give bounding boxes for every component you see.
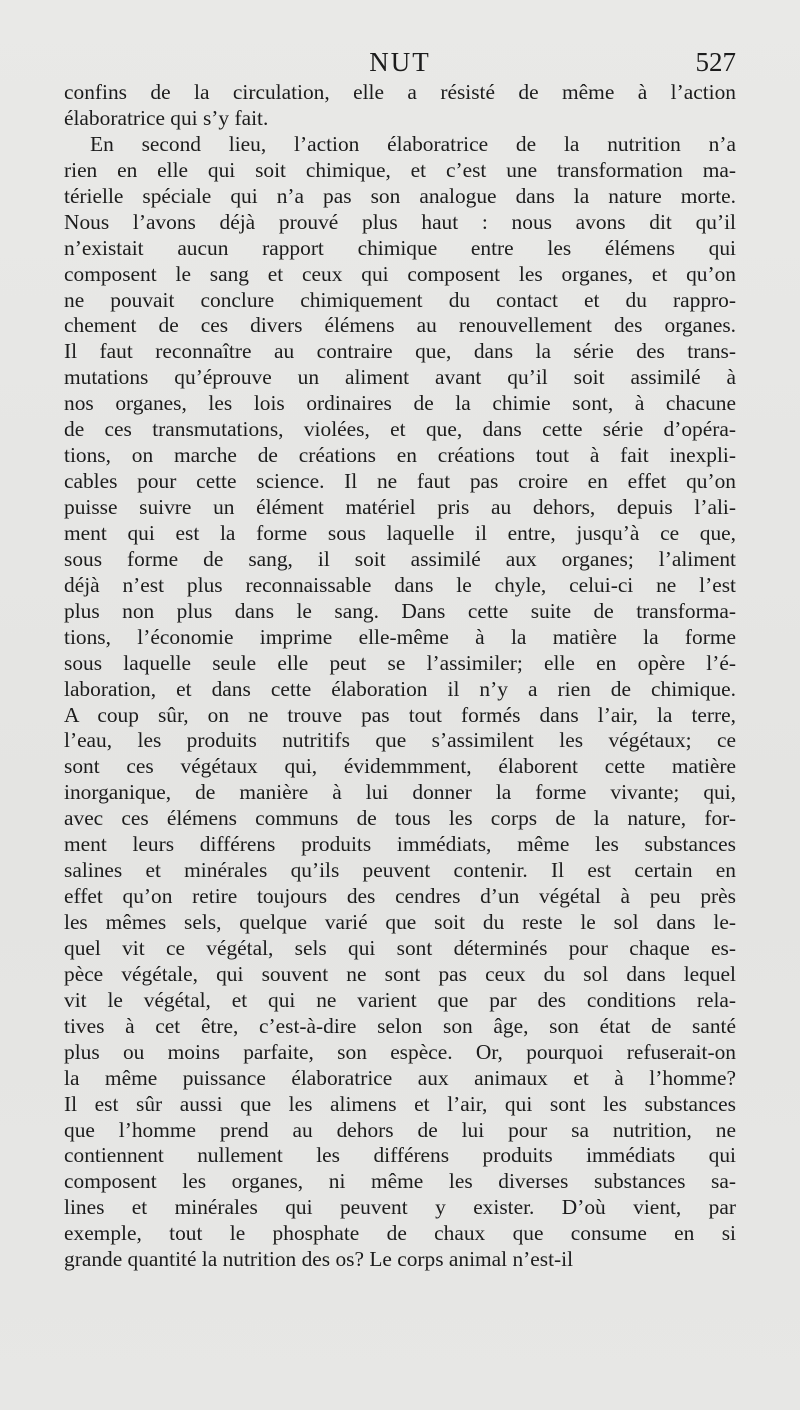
text-line: En second lieu, l’action élaboratrice de la nutrition n’a <box>90 131 736 156</box>
text-line: sous forme de sang, il soit assimilé aux organes; l’aliment <box>64 546 736 571</box>
text-line: laboration, et dans cette élaboration il n’y a rien de chimique. <box>64 676 736 701</box>
text-line: composent le sang et ceux qui composent les organes, et qu’on <box>64 261 736 286</box>
text-line: salines et minérales qu’ils peuvent contenir. Il est certain en <box>64 858 736 883</box>
text-line: grande quantité la nutrition des os? Le corps animal n’est-il <box>64 1247 574 1272</box>
text-line: de ces transmutations, violées, et que, dans cette série d’opéra- <box>64 417 736 442</box>
text-line: tives à cet être, c’est-à-dire selon son âge, son état de santé <box>64 1013 736 1038</box>
text-line: mutations qu’éprouve un aliment avant qu’il soit assimilé à <box>64 365 736 390</box>
text-line: puisse suivre un élément matériel pris au dehors, depuis l’ali- <box>64 495 736 519</box>
text-line: contiennent nullement les différens produits immédiats qui <box>64 1143 736 1168</box>
text-line: cables pour cette science. Il ne faut pas croire en effet qu’on <box>64 469 736 494</box>
text-line: élaboratrice qui s’y fait. <box>64 105 269 130</box>
text-line: lines et minérales qui peuvent y exister. D’où vient, par <box>64 1195 736 1220</box>
text-line: térielle spéciale qui n’a pas son analogue dans la nature morte. <box>64 183 736 208</box>
text-line: inorganique, de manière à lui donner la forme vivante; qui, <box>64 780 736 805</box>
text-line: Il est sûr aussi que les alimens et l’air, qui sont les substances <box>64 1091 736 1116</box>
body-text <box>64 80 736 1273</box>
text-line: chement de ces divers élémens au renouvellement des organes. <box>64 313 736 338</box>
text-line: ment qui est la forme sous laquelle il entre, jusqu’à ce que, <box>64 520 736 545</box>
text-line: déjà n’est plus reconnaissable dans le chyle, celui-ci ne l’est <box>64 572 736 597</box>
text-line: ment leurs différens produits immédiats, même les substances <box>64 832 736 857</box>
text-line: n’existait aucun rapport chimique entre les élémens qui <box>64 235 736 260</box>
text-line: que l’homme prend au dehors de lui pour sa nutrition, ne <box>64 1117 736 1142</box>
running-title: NUT <box>369 47 431 77</box>
text-line: tions, l’économie imprime elle-même à la matière la forme <box>64 624 736 649</box>
text-line: quel vit ce végétal, sels qui sont déterminés pour chaque es- <box>64 935 736 960</box>
text-line: confins de la circulation, elle a résisté de même à l’action <box>64 80 736 104</box>
text-line: Nous l’avons déjà prouvé plus haut : nous avons dit qu’il <box>64 209 736 234</box>
text-line: l’eau, les produits nutritifs que s’assimilent les végétaux; ce <box>64 728 736 753</box>
text-line: plus ou moins parfaite, son espèce. Or, pourquoi refuserait-on <box>64 1039 736 1064</box>
text-line: effet qu’on retire toujours des cendres d’un végétal à peu près <box>64 884 736 909</box>
text-line: avec ces élémens communs de tous les corps de la nature, for- <box>64 806 736 831</box>
text-line: la même puissance élaboratrice aux animaux et à l’homme? <box>64 1065 736 1090</box>
text-line: sont ces végétaux qui, évidemmment, élaborent cette matière <box>64 754 736 779</box>
text-line: tions, on marche de créations en créations tout à fait inexpli- <box>64 443 736 468</box>
text-line: nos organes, les lois ordinaires de la chimie sont, à chacune <box>64 391 736 416</box>
running-head <box>64 44 736 80</box>
text-line: exemple, tout le phosphate de chaux que consume en si <box>64 1221 736 1246</box>
text-line: vit le végétal, et qui ne varient que par des conditions rela- <box>64 987 736 1012</box>
page-number: 527 <box>695 47 736 77</box>
text-line: composent les organes, ni même les diverses substances sa- <box>64 1169 736 1194</box>
text-line: les mêmes sels, quelque varié que soit du reste le sol dans le- <box>64 910 736 934</box>
text-line: A coup sûr, on ne trouve pas tout formés dans l’air, la terre, <box>64 702 736 727</box>
text-line: Il faut reconnaître au contraire que, dans la série des trans- <box>64 339 736 364</box>
text-line: plus non plus dans le sang. Dans cette suite de transforma- <box>64 598 736 623</box>
text-line: pèce végétale, qui souvent ne sont pas ceux du sol dans lequel <box>64 961 736 986</box>
text-line: ne pouvait conclure chimiquement du contact et du rappro- <box>64 287 736 312</box>
text-line: rien en elle qui soit chimique, et c’est une transformation ma- <box>64 157 736 182</box>
text-line: sous laquelle seule elle peut se l’assimiler; elle en opère l’é- <box>64 650 736 675</box>
